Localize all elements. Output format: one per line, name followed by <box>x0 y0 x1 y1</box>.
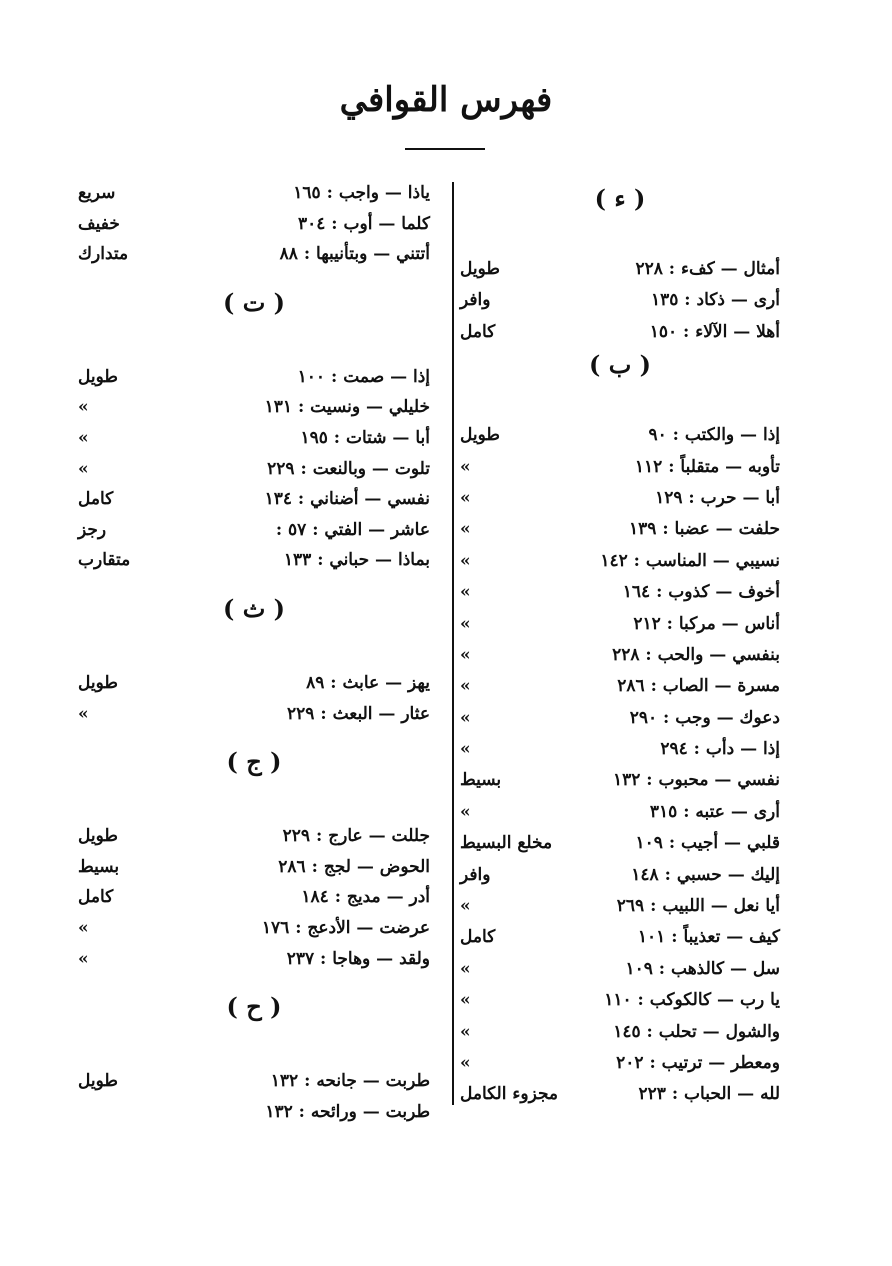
entry-text: بماذا — حباني : ١٣٣ <box>283 550 430 571</box>
meter-label: خفيف <box>78 213 120 234</box>
index-entry <box>460 765 780 796</box>
entry-text: أرى — عتبه : ٣١٥ <box>649 801 780 822</box>
entry-text: نفسي — أضناني : ١٣٤ <box>264 489 430 510</box>
meter-label: » <box>460 990 471 1011</box>
entry-text: إذا — والكتب : ٩٠ <box>648 425 780 446</box>
entry-text: أبا — شتات : ١٩٥ <box>300 427 430 448</box>
index-entry <box>460 483 780 514</box>
entry-text: قلبي — أجيب : ١٠٩ <box>635 833 780 854</box>
meter-label: » <box>460 676 471 697</box>
index-entry <box>460 922 780 953</box>
entry-text: أبا — حرب : ١٢٩ <box>655 487 780 508</box>
section-header <box>78 576 430 668</box>
meter-label: بسيط <box>78 856 120 877</box>
entry-text: إذا — دأب : ٢٩٤ <box>660 739 780 760</box>
section-letter: ( ث ) <box>222 593 285 623</box>
meter-label: طويل <box>78 826 118 847</box>
meter-label: » <box>460 1052 471 1073</box>
meter-label: طويل <box>460 425 500 446</box>
entry-text: لله — الحباب : ٢٢٣ <box>638 1084 780 1105</box>
index-entry <box>460 420 780 451</box>
meter-label: مجزوء الكامل <box>460 1084 559 1105</box>
meter-label: » <box>78 458 89 479</box>
entry-text: أتتني — وبتأنيبها : ٨٨ <box>279 244 430 265</box>
meter-label: كامل <box>78 489 114 510</box>
entry-text: تأوبه — متقلباً : ١١٢ <box>634 456 780 477</box>
index-entry <box>78 392 430 423</box>
page-title: فهرس القوافي <box>339 80 553 120</box>
entry-text: كيف — تعذيباً : ١٠١ <box>637 927 780 948</box>
index-entry <box>460 891 780 922</box>
index-entry <box>78 882 430 913</box>
meter-label: » <box>460 1021 471 1042</box>
meter-label: » <box>78 397 89 418</box>
section-letter: ( ت ) <box>222 287 285 317</box>
meter-label: » <box>460 801 471 822</box>
meter-label: » <box>78 948 89 969</box>
meter-label: سريع <box>78 183 116 203</box>
meter-label: » <box>460 644 471 665</box>
entry-text: عرضت — الأدعج : ١٧٦ <box>261 917 430 938</box>
index-entry <box>460 1017 780 1048</box>
index-entry <box>460 452 780 483</box>
index-entry <box>460 671 780 702</box>
entry-text: أرى — ذكاد : ١٣٥ <box>650 290 780 311</box>
entry-text: نسيبي — المناسب : ١٤٢ <box>600 550 780 571</box>
section-letter: ( ب ) <box>588 350 651 380</box>
meter-label: بسيط <box>460 770 502 791</box>
index-entry <box>460 285 780 316</box>
entry-text: يهز — عابث : ٨٩ <box>306 672 430 693</box>
index-entry <box>78 699 430 730</box>
section-header <box>78 729 430 821</box>
entry-text: يا‌ذا — واجب : ١٦٥ <box>293 183 430 203</box>
title-rule <box>405 148 485 150</box>
section-letter: ( ء ) <box>594 184 646 213</box>
entry-text: أيا نعل — اللبيب : ٢٦٩ <box>616 896 780 917</box>
index-entry <box>78 515 430 546</box>
index-entry <box>460 985 780 1016</box>
column-divider <box>452 182 454 1105</box>
meter-label: كامل <box>460 321 496 342</box>
meter-label: » <box>460 582 471 603</box>
right-column <box>460 182 780 1111</box>
entry-text: دعوك — وجب : ٢٩٠ <box>629 707 780 728</box>
meter-label: » <box>460 456 471 477</box>
entry-text: ومعطر — ترتيب : ٢٠٢ <box>616 1052 780 1073</box>
index-entry <box>78 545 430 576</box>
entry-text: والشول — تحلب : ١٤٥ <box>613 1021 780 1042</box>
meter-label: وافر <box>460 864 491 885</box>
entry-text: طربت — ورائحه : ١٣٢ <box>265 1101 430 1122</box>
meter-label: » <box>460 707 471 728</box>
index-entry <box>460 254 780 285</box>
meter-label: متقارب <box>78 550 131 571</box>
index-entry <box>460 703 780 734</box>
entry-text: كلما — أوب : ٣٠٤ <box>297 213 430 234</box>
meter-label: » <box>460 896 471 917</box>
entry-text: نفسي — محبوب : ١٣٢ <box>612 770 780 791</box>
meter-label: » <box>460 519 471 540</box>
meter-label: رجز <box>78 519 107 540</box>
entry-text: خليلي — ونسيت : ١٣١ <box>264 397 430 418</box>
index-entry <box>78 362 430 393</box>
entry-text: تلوت — وبالنعت : ٢٢٩ <box>267 458 430 479</box>
entry-text: أمثال — كفء : ٢٢٨ <box>635 259 780 279</box>
index-entry <box>460 860 780 891</box>
index-entry <box>78 209 430 240</box>
meter-label: طويل <box>460 259 500 279</box>
meter-label: طويل <box>78 672 118 693</box>
index-entry <box>460 1048 780 1079</box>
entry-text: طربت — جانحه : ١٣٢ <box>270 1071 430 1092</box>
index-entry <box>460 828 780 859</box>
index-entry <box>78 178 430 209</box>
index-entry <box>78 484 430 515</box>
index-entry <box>460 546 780 577</box>
entry-text: عثار — البعث : ٢٢٩ <box>287 703 430 724</box>
index-entry <box>460 954 780 985</box>
index-entry <box>460 1079 780 1110</box>
meter-label: طويل <box>78 366 118 387</box>
index-entry <box>460 797 780 828</box>
index-entry <box>78 944 430 975</box>
meter-label: » <box>460 958 471 979</box>
meter-label: » <box>460 613 471 634</box>
entry-text: ولقد — وهاجا : ٢٣٧ <box>286 948 430 969</box>
index-entry <box>460 734 780 765</box>
index-entry <box>78 852 430 883</box>
meter-label: وافر <box>460 290 491 311</box>
entry-text: حلفت — عضبا : ١٣٩ <box>629 519 780 540</box>
entry-text: أهلا — الآلاء : ١٥٠ <box>649 321 780 342</box>
section-header <box>460 348 780 420</box>
entry-text: أدر — مديج : ١٨٤ <box>301 887 430 908</box>
entry-text: الحوض — لجج : ٢٨٦ <box>278 856 430 877</box>
index-entry <box>460 577 780 608</box>
entry-text: عاشر — الفتي : ٥٧ : <box>275 519 430 540</box>
index-entry <box>460 317 780 348</box>
index-entry <box>460 514 780 545</box>
meter-label: كامل <box>460 927 496 948</box>
section-letter: ( ح ) <box>226 992 282 1022</box>
meter-label: متدارك <box>78 244 129 265</box>
entry-text: بنفسي — والحب : ٢٢٨ <box>612 644 780 665</box>
entry-text: إذا — صمت : ١٠٠ <box>297 366 430 387</box>
entry-text: سل — كالذهب : ١٠٩ <box>625 958 780 979</box>
section-header <box>460 182 780 254</box>
meter-label: طويل <box>78 1071 118 1092</box>
meter-label: » <box>460 550 471 571</box>
entry-text: أخوف — كذوب : ١٦٤ <box>622 582 780 603</box>
index-entry <box>78 423 430 454</box>
meter-label: » <box>78 917 89 938</box>
entry-text: أناس — مركبا : ٢١٢ <box>633 613 780 634</box>
meter-label: كامل <box>78 887 114 908</box>
meter-label: » <box>78 427 89 448</box>
index-entry <box>78 239 430 270</box>
index-entry <box>460 640 780 671</box>
index-entry <box>78 454 430 485</box>
index-entry <box>78 1066 430 1097</box>
left-column <box>78 178 430 1127</box>
index-entry <box>78 821 430 852</box>
section-letter: ( ج ) <box>226 747 282 777</box>
entry-text: إليك — حسبي : ١٤٨ <box>631 864 780 885</box>
index-entry <box>78 1097 430 1128</box>
section-header <box>78 974 430 1066</box>
meter-label: » <box>78 703 89 724</box>
entry-text: مسرة — الصاب : ٢٨٦ <box>617 676 780 697</box>
entry-text: جللت — عارج : ٢٢٩ <box>282 826 430 847</box>
index-entry <box>78 668 430 699</box>
meter-label: » <box>460 739 471 760</box>
meter-label: مخلع البسيط <box>460 833 553 854</box>
entry-text: يا رب — كالكوكب : ١١٠ <box>604 990 780 1011</box>
index-entry <box>78 913 430 944</box>
meter-label: » <box>460 487 471 508</box>
section-header <box>78 270 430 362</box>
index-entry <box>460 609 780 640</box>
